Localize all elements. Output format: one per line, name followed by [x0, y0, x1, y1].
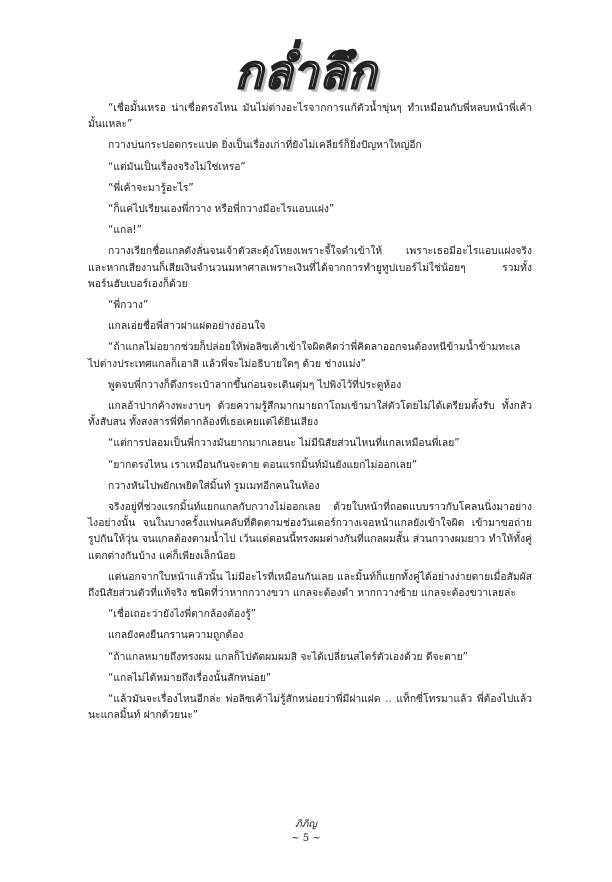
story-body: [88, 100, 532, 729]
paragraph: “แต่มันเป็นเรื่องจริงไม่ใช่เหรอ”: [108, 160, 246, 173]
paragraph: แกลอ้าปากค้างพะงาบๆ ด้วยความรู้สึกมากมายถาโถมเข้ามาใส่ตัวโดยไม่ได้เตรียมตั้งรับ ทั้งกลัว ทั้งสับสน ทั้งสงสารพี่ที่ตากล้องที่เธอเคยแต่ได้ยินเสียง: [88, 400, 532, 429]
paragraph: “ก็แค่ไปเรียนเองพี่กวาง หรือพี่กวางมีอะไรแอบแฝง”: [108, 203, 335, 216]
paragraph: “แกลไม่ได้หมายถึงเรื่องนั้นสักหน่อย”: [108, 671, 272, 684]
paragraph: “เชื่อเถอะว่ายังไงพี่ตากล้องต้องรู้”: [108, 608, 257, 621]
paragraph: “พี่กวาง”: [108, 299, 149, 312]
paragraph: แกลยังคงยืนกรานความถูกต้อง: [108, 629, 244, 642]
paragraph: “พี่เค้าจะมารู้อะไร”: [108, 181, 194, 194]
paragraph: “แล้วมันจะเรื่องไหนอีกล่ะ พ่อลิซเค้าไม่รู้สักหน่อยว่าพี่มีฝาแฝด .. แท็กซี่โทรมาแล้ว พี่ต้องไปแล้วนะแกลมิ้นท์ ฝากด้วยนะ”: [88, 693, 532, 722]
author-name: ภิภิญ: [295, 819, 317, 830]
paragraph: “เชื่อมั้นเหรอ น่าเชื่อตรงไหน มันไม่ต่างอะไรจากการแก้ตัวน้ำขุ่นๆ ทำเหมือนกับพี่หลบหน้าพี่เค้ามั้นแหละ”: [88, 102, 532, 131]
paragraph: พูดจบพี่กวางก็ดึงกระเป๋าลากขึ้นก่อนจะเดินตุ่มๆ ไปพิงไว้ที่ประตูห้อง: [108, 378, 402, 391]
paragraph: “แกล!”: [108, 224, 142, 237]
paragraph: จริงอยู่ที่ช่วงแรกมิ้นท์แยกแกลกับกวางไม่ออกเลย ด้วยใบหน้าที่ถอดแบบราวกับโคลนนิ่งมาอย่างไงอย่างนั้น จนในบางครั้งแฟนคลับที่ติดตามช่องวันเดอร์กวางเจอหน้าแกลยังเข้าใจผิด เข้ามาขอถ่ายรูปกันให้วุ่น จนแกลต้องตามน้ำไป เว้นแต่ตอนนี้ทรงผมต่างกันที่แกลผมสั้น ส่วนกวางผมยาว ทำให้ทั้งคู่แตกต่างกันบ้าง แค่ก็เพียงเล็กน้อย: [88, 501, 532, 562]
paragraph: “แต่การปลอมเป็นพี่กวางมันยากมากเลยนะ ไม่มีนิสัยส่วนไหนที่แกลเหมือนพี่เลย”: [108, 437, 460, 450]
paragraph: แต่นอกจากใบหน้าแล้วนั้น ไม่มีอะไรที่เหมือนกันเลย และมิ้นท์ก็แยกทั้งคู่ได้อย่างง่ายดายเมื่อสัมผัสถึงนิสัยส่วนตัวที่แท้จริง ชนิดที่ว่าหากกวางขวา แกลจะต้องดำ หากกวางซ้าย แกลจะต้องขวาเลยล่ะ: [88, 570, 532, 600]
paragraph: “ถ้าแกลหมายถึงทรงผม แกลก็ไปตัดผมผมสิ จะได้เปลี่ยนสไตร์ตัวเองด้วย ดีจะตาย”: [108, 650, 468, 663]
chapter-title: กล่ำลึก: [235, 45, 377, 99]
page-footer: [0, 818, 612, 846]
paragraph: กวางบ่นกระปอดกระแปด ยิ่งเป็นเรื่องเก่าที่ยังไม่เคลียร์ก็ยิ่งปัญหาใหญ่อีก: [108, 139, 422, 152]
paragraph: แกลเอ่ยชื่อพี่สาวฝาแฝดอย่างอ่อนใจ: [108, 320, 266, 333]
paragraph: กวางหันไปพยักเพยิดใส่มิ้นท์ รูมเมทอีกคนในห้อง: [108, 479, 320, 492]
page-number: ~ 5 ~: [291, 833, 321, 844]
chapter-title-area: [0, 42, 612, 102]
paragraph: “ยากตรงไหน เราเหมือนกันจะตาย ตอนแรกมิ้นท์มันยังแยกไม่ออกเลย”: [108, 458, 418, 471]
paragraph: กวางเรียกชื่อแกลดังลั่นจนเจ้าตัวสะดุ้งโหยงเพราะจี้ใจดำเข้าให้ เพราะเธอมีอะไรแอบแฝงจริง และหากเสียงานก็เสียเงินจำนวนมหาศาลเพราะเงินที่ได้จากการทำยูทูปเบอร์ไม่ใช่น้อยๆ รวมทั้งพอร์นฮับเบอร์เองก็ด้วย: [88, 245, 532, 290]
paragraph: “ถ้าแกลไม่อยากช่วยก็ปล่อยให้พ่อลิซเค้าเข้าใจผิดคิดว่าพี่คิดลาออกจนต้องหนีข้ามน้ำข้ามทะเลไปต่างประเทศแกลก็เอาสิ แล้วพี่จะไม่อธิบายใดๆ ด้วย ช่างแม่ง”: [88, 341, 521, 370]
